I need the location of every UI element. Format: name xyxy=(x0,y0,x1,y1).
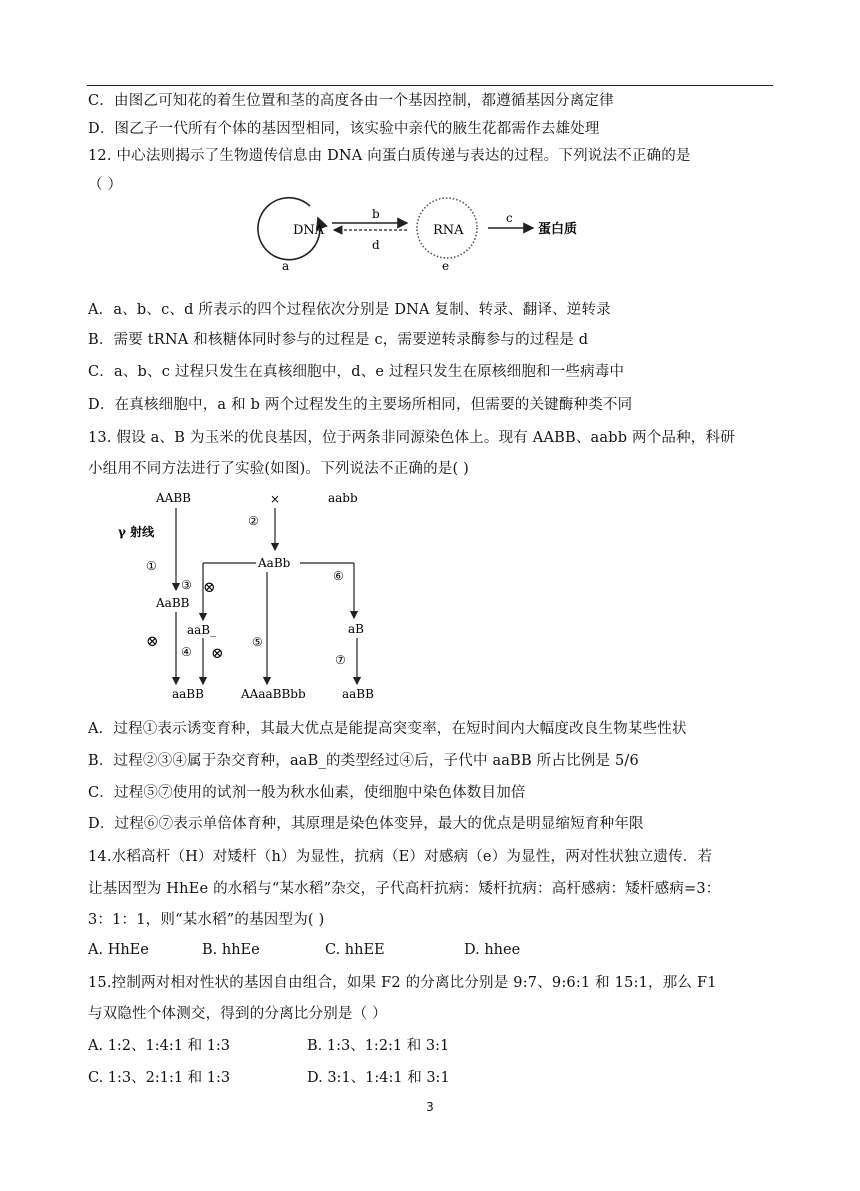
q13-option-d: D．过程⑥⑦表示单倍体育种，其原理是染色体变异，最大的优点是明显缩短育种年限 xyxy=(88,816,644,832)
result-aabb-3-label: aaBB xyxy=(342,687,374,701)
q14-stem-line2: 让基因型为 HhEe 的水稻与“某水稻”杂交，子代高杆抗病：矮杆抗病：高杆感病：矮杆感病=3： xyxy=(88,881,721,897)
q14-stem-line1: 14.水稻高杆（H）对矮杆（h）为显性，抗病（E）对感病（e）为显性，两对性状独立遗传．若 xyxy=(88,849,713,865)
f1-aabb-label: AaBb xyxy=(258,556,291,570)
q14-stem-line3: 3：1：1，则“某水稻”的基因型为( ) xyxy=(88,912,325,928)
selfing-symbol-1: ⊗ xyxy=(203,578,216,596)
q12-option-d: D．在真核细胞中，a 和 b 两个过程发生的主要场所相同，但需要的关键酶种类不同 xyxy=(88,397,633,413)
q12-answer-paren: （ ） xyxy=(88,177,123,193)
process-c-label: c xyxy=(506,211,513,225)
step-1-label: ① xyxy=(146,559,157,573)
q11-option-c: C．由图乙可知花的着生位置和茎的高度各由一个基因控制，都遵循基因分离定律 xyxy=(88,93,614,109)
result-aabb-1-label: aaBB xyxy=(172,687,204,701)
q15-options-row2 xyxy=(88,1068,778,1088)
rna-label: RNA xyxy=(433,223,464,238)
process-e-label: e xyxy=(442,259,450,273)
q15-option-a: A. 1:2、1:4:1 和 1:3 xyxy=(88,1038,231,1054)
step-4-label: ④ xyxy=(181,645,192,659)
step-7-label: ⑦ xyxy=(335,653,346,667)
mutant-aabb-label: AaBB xyxy=(156,596,190,610)
q12-option-a: A．a、b、c、d 所表示的四个过程依次分别是 DNA 复制、转录、翻译、逆转录 xyxy=(88,302,611,318)
gamma-ray-label: γ 射线 xyxy=(118,525,155,539)
process-d-label: d xyxy=(372,238,380,252)
q15-stem-line1: 15.控制两对相对性状的基因自由组合，如果 F2 的分离比分别是 9:7、9:6:1 和 15:1，那么 F1 xyxy=(88,975,717,991)
selfing-symbol-3: ⊗ xyxy=(211,644,224,662)
q15-option-d: D. 3:1、1:4:1 和 3:1 xyxy=(307,1070,450,1086)
haploid-ab-label: aB xyxy=(348,622,364,636)
process-b-label: b xyxy=(372,207,380,221)
q13-option-c: C．过程⑤⑦使用的试剂一般为秋水仙素，使细胞中染色体数目加倍 xyxy=(88,785,526,801)
parent-aabb-recessive-label: aabb xyxy=(328,491,358,505)
selfing-symbol-2: ⊗ xyxy=(146,632,159,650)
header-rule xyxy=(87,85,773,86)
aab-blank-label: aaB_ xyxy=(187,623,217,637)
central-dogma-figure xyxy=(250,192,610,278)
parent-aabb-label: AABB xyxy=(156,491,191,505)
q14-option-b: B. hhEe xyxy=(202,942,260,958)
step-6-label: ⑥ xyxy=(333,569,344,583)
q11-option-d: D．图乙子一代所有个体的基因型相同，该实验中亲代的腋生花都需作去雄处理 xyxy=(88,121,600,137)
q13-stem-line2: 小组用不同方法进行了实验(如图)。下列说法不正确的是( ) xyxy=(88,461,470,477)
q15-option-c: C. 1:3、2:1:1 和 1:3 xyxy=(88,1070,231,1086)
q13-option-a: A．过程①表示诱变育种，其最大优点是能提高突变率，在短时间内大幅度改良生物某些性状 xyxy=(88,721,687,737)
q14-option-a: A. HhEe xyxy=(88,942,149,958)
q12-option-c: C．a、b、c 过程只发生在真核细胞中，d、e 过程只发生在原核细胞和一些病毒中 xyxy=(88,364,625,380)
page-number: 3 xyxy=(426,1100,434,1114)
q14-option-c: C. hhEE xyxy=(325,942,385,958)
dna-label: DNA xyxy=(293,223,325,238)
q15-option-b: B. 1:3、1:2:1 和 3:1 xyxy=(307,1038,450,1054)
tetraploid-label: AAaaBBbb xyxy=(241,687,306,701)
protein-label: 蛋白质 xyxy=(538,222,578,237)
q13-stem-line1: 13. 假设 a、B 为玉米的优良基因，位于两条非同源染色体上。现有 AABB、aabb 两个品种，科研 xyxy=(88,430,735,446)
step-2-label: ② xyxy=(248,514,259,528)
step-5-label: ⑤ xyxy=(252,635,263,649)
q12-option-b: B．需要 tRNA 和核糖体同时参与的过程是 c，需要逆转录酶参与的过程是 d xyxy=(88,332,589,348)
process-a-label: a xyxy=(282,259,290,273)
breeding-methods-figure xyxy=(110,486,400,704)
step-3-label: ③ xyxy=(181,578,192,592)
q14-option-d: D. hhee xyxy=(464,942,521,958)
q13-option-b: B．过程②③④属于杂交育种，aaB_的类型经过④后，子代中 aaBB 所占比例是 5/6 xyxy=(88,753,639,769)
q12-stem: 12. 中心法则揭示了生物遗传信息由 DNA 向蛋白质传递与表达的过程。下列说法不正确的是 xyxy=(88,148,691,164)
cross-symbol: × xyxy=(270,492,281,506)
q14-options xyxy=(88,940,778,960)
q15-stem-line2: 与双隐性个体测交，得到的分离比分别是（ ） xyxy=(88,1006,387,1022)
q15-options-row1 xyxy=(88,1036,778,1056)
